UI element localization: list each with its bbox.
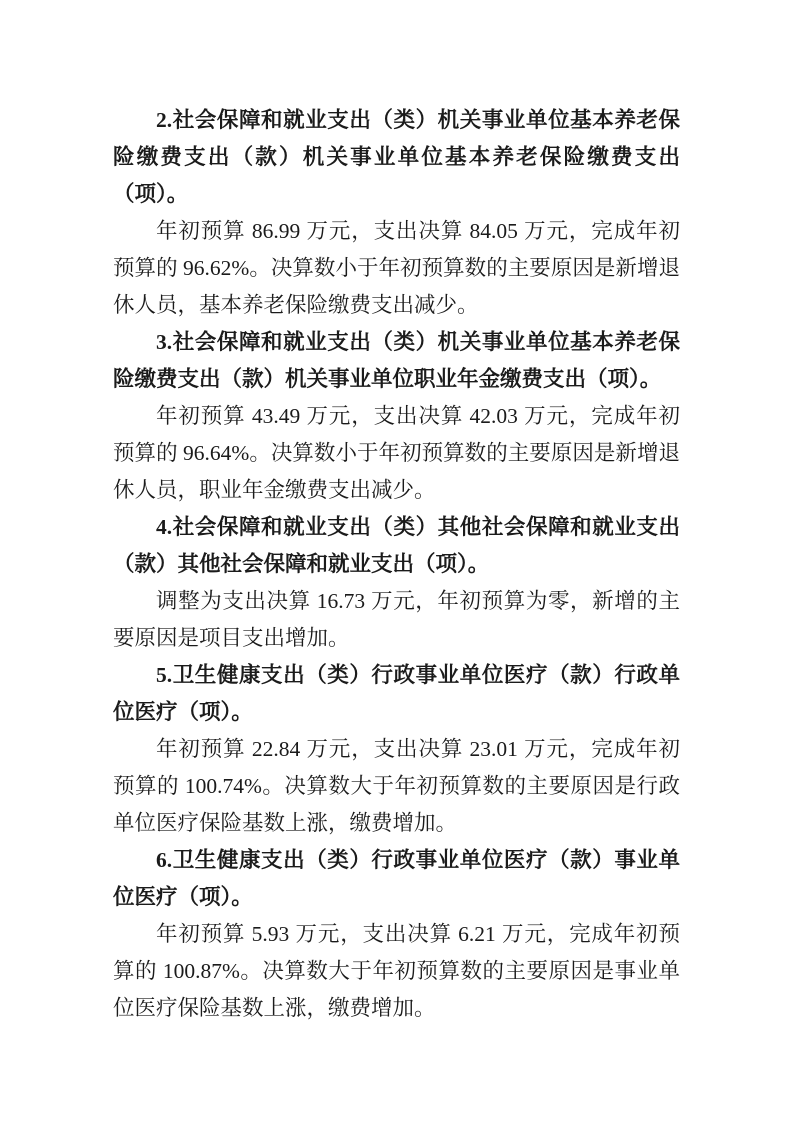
section-body: 年初预算 22.84 万元，支出决算 23.01 万元，完成年初预算的 100.74%。决算数大于年初预算数的主要原因是行政单位医疗保险基数上涨，缴费增加。 [113, 737, 680, 835]
section-heading: 4.社会保障和就业支出（类）其他社会保障和就业支出（款）其他社会保障和就业支出（项）。 [113, 515, 680, 576]
section-health-institution-medical [113, 842, 680, 1027]
section-body: 调整为支出决算 16.73 万元，年初预算为零，新增的主要原因是项目支出增加。 [113, 589, 680, 650]
section-health-admin-medical [113, 657, 680, 842]
section-social-security-annuity [113, 324, 680, 509]
document-content [113, 102, 680, 1027]
section-heading: 3.社会保障和就业支出（类）机关事业单位基本养老保险缴费支出（款）机关事业单位职业年金缴费支出（项）。 [113, 330, 680, 391]
section-social-security-other [113, 509, 680, 657]
section-body: 年初预算 86.99 万元，支出决算 84.05 万元，完成年初预算的 96.62%。决算数小于年初预算数的主要原因是新增退休人员，基本养老保险缴费支出减少。 [113, 219, 680, 317]
section-body: 年初预算 43.49 万元，支出决算 42.03 万元，完成年初预算的 96.64%。决算数小于年初预算数的主要原因是新增退休人员，职业年金缴费支出减少。 [113, 404, 680, 502]
section-heading: 5.卫生健康支出（类）行政事业单位医疗（款）行政单位医疗（项）。 [113, 663, 680, 724]
section-social-security-pension [113, 102, 680, 324]
section-body: 年初预算 5.93 万元，支出决算 6.21 万元，完成年初预算的 100.87%。决算数大于年初预算数的主要原因是事业单位医疗保险基数上涨，缴费增加。 [113, 922, 680, 1020]
section-heading: 2.社会保障和就业支出（类）机关事业单位基本养老保险缴费支出（款）机关事业单位基本养老保险缴费支出（项）。 [113, 108, 680, 206]
section-heading: 6.卫生健康支出（类）行政事业单位医疗（款）事业单位医疗（项）。 [113, 848, 680, 909]
